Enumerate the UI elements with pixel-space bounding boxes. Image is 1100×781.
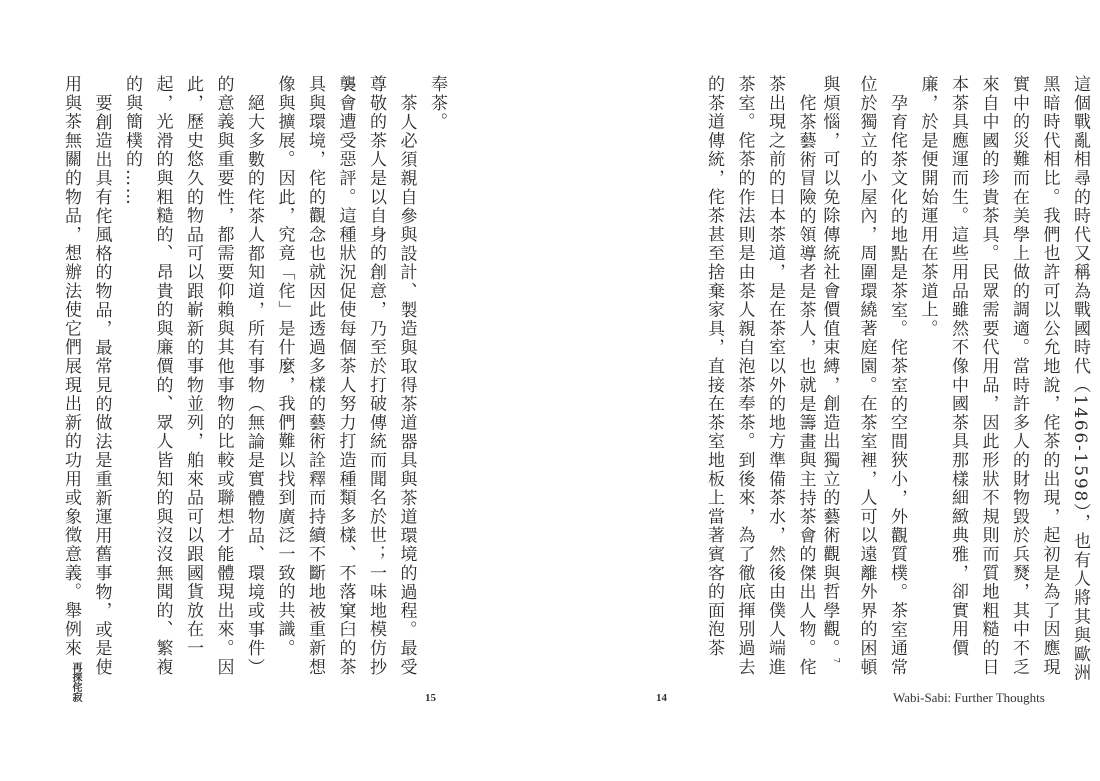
- text-line: [760, 75, 791, 677]
- text-line-content: 的意義與重要性，都需要仰賴與其他事物的比較或聯想才能體現出來。因: [213, 75, 234, 677]
- running-head-left: 再探侘寂: [70, 662, 81, 702]
- text-line: [330, 75, 361, 677]
- text-line-content: 茶室。侘茶的作法則是由茶人親自泡茶奉茶。到後來，為了徹底揮別過去: [734, 75, 755, 677]
- text-line: [790, 75, 821, 677]
- text-line-content: 位於獨立的小屋內，周圍環繞著庭園。在茶室裡，人可以遠離外界的困頓: [856, 75, 877, 677]
- text-line-content: 用與茶無關的物品，想辦法使它們展現出新的功用或象徵意義。舉例來: [61, 75, 81, 658]
- text-line-content: 廉，於是便開始運用在茶道上。: [917, 75, 938, 339]
- text-line-content: 孕育侘茶文化的地點是茶室。侘茶室的空間狹小，外觀質樸。茶室通常: [887, 94, 907, 677]
- text-line: [178, 75, 209, 658]
- text-line: [361, 75, 392, 677]
- text-line-content: 與煩惱，可以免除傳統社會價值束縛，創造出獨立的藝術觀與哲學觀。: [819, 75, 840, 658]
- text-line-content: 像與擴展。因此，究竟「侘」是什麼，我們難以找到廣泛一致的共識。: [274, 75, 295, 658]
- text-line-content: 侘茶藝術冒險的領導者是茶人，也就是籌畫與主持茶會的傑出人物。侘: [795, 94, 816, 677]
- text-line: [56, 75, 87, 658]
- running-head-right: Wabi-Sabi: Further Thoughts: [893, 690, 1045, 705]
- text-line-content: 茶人必須親自參與設計、製造與取得茶道器具與茶道環境的過程。最受: [396, 94, 417, 677]
- text-line: [117, 75, 148, 635]
- text-line-content: 來自中國的珍貴茶具。民眾需要代用品，因此形狀不規則而質地粗糙的日: [978, 75, 999, 677]
- page-number-left: 15: [425, 692, 436, 704]
- text-line: [1065, 75, 1096, 683]
- right-page-body: [695, 75, 1095, 683]
- text-line-content: 這個戰亂相尋的時代又稱為戰國時代（1466-1598），也有人將其與歐洲: [1070, 75, 1090, 683]
- text-line: [973, 75, 1004, 677]
- right-page: [550, 0, 1100, 781]
- text-line: [912, 75, 943, 635]
- text-line-content: 絕大多數的侘茶人都知道，所有事物（無論是實體物品、環境或事件）: [244, 94, 264, 677]
- text-line: [819, 75, 852, 663]
- text-line: [208, 75, 239, 677]
- text-line: [851, 75, 882, 677]
- text-line: [422, 75, 453, 635]
- text-line-content: 襲會遭受惡評。這種狀況促使每個茶人努力打造種類多樣、不落窠臼的茶: [335, 75, 356, 677]
- footnote-marker[interactable]: 7: [832, 657, 841, 663]
- text-line-content: 起，光滑的與粗糙的、昂貴的與廉價的、眾人皆知的與沒沒無聞的、繁複: [152, 75, 173, 677]
- text-line-content: 實中的災難而在美學上做的調適。當時許多人的財物毀於兵燹，其中不乏: [1009, 75, 1029, 677]
- text-line-content: 本茶具應運而生。這些用品雖然不像中國茶具那樣細緻典雅，卻實用價: [948, 75, 968, 658]
- text-line: [269, 75, 300, 658]
- text-line: [1034, 75, 1065, 677]
- text-line-content: 此，歷史悠久的物品可以跟嶄新的事物並列，舶來品可以跟國貨放在一: [183, 75, 203, 658]
- text-line-content: 要創造出具有侘風格的物品，最常見的做法是重新運用舊事物，或是使: [91, 94, 112, 677]
- text-line-content: 尊敬的茶人是以自身的創意，乃至於打破傳統而聞名於世；一味地模仿抄: [366, 75, 386, 677]
- text-line: [86, 75, 117, 677]
- text-line-content: 具與環境，侘的觀念也就因此透過多樣的藝術詮釋而持續不斷地被重新想: [305, 75, 325, 677]
- text-line: [391, 75, 422, 677]
- text-line: [943, 75, 974, 658]
- left-page-body: [52, 75, 452, 677]
- text-line: [729, 75, 760, 677]
- text-line-content: 奉茶。: [427, 75, 447, 132]
- text-line-content: 的與簡樸的……: [122, 75, 142, 207]
- text-line-content: 黑暗時代相比。我們也許可以公允地說，侘茶的出現，起初是為了因應現: [1039, 75, 1060, 677]
- text-line: [1004, 75, 1035, 677]
- text-line: [300, 75, 331, 677]
- text-line-content: 茶出現之前的日本茶道，是在茶室以外的地方準備茶水，然後由僕人端進: [765, 75, 785, 677]
- text-line: [699, 75, 730, 658]
- text-line: [239, 75, 270, 677]
- text-line: [147, 75, 178, 677]
- text-line-content: 的茶道傳統，侘茶甚至捨棄家具，直接在茶室地板上當著賓客的面泡茶: [704, 75, 724, 658]
- text-line: [882, 75, 913, 677]
- page-number-right: 14: [656, 692, 667, 704]
